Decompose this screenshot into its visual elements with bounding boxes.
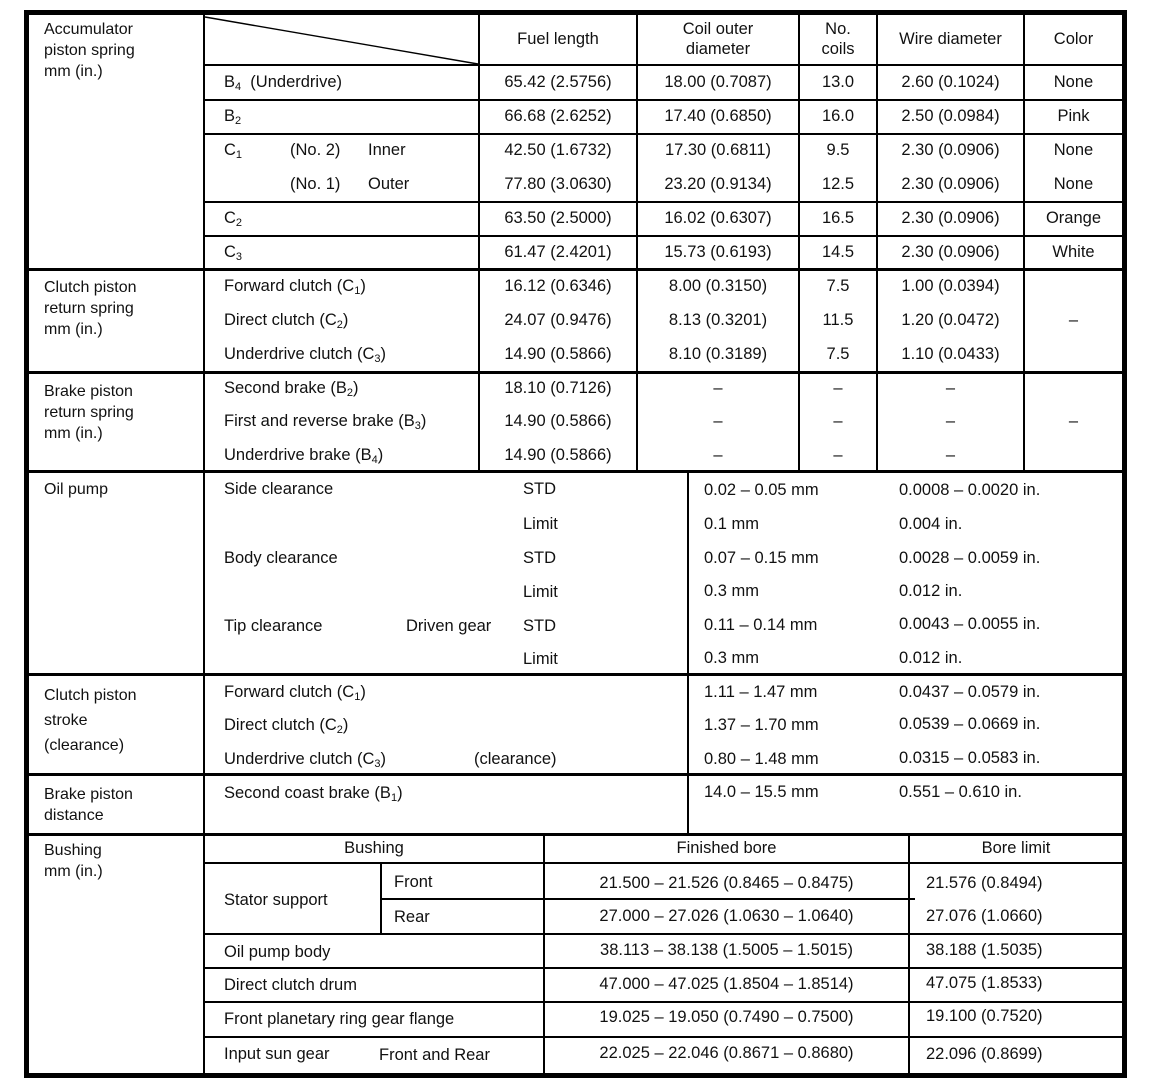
cell: 0.3 mm: [704, 582, 760, 600]
cell: 0.11 – 0.14 mm: [704, 616, 818, 634]
cell: 14.5: [821, 243, 855, 261]
row-label: $C_2$: [224, 209, 243, 229]
cell: 19.100 (0.7520): [926, 1007, 1043, 1025]
row-label: Underdrive clutch $(C_3)$: [224, 750, 387, 770]
clutch-return-label: Clutch piston return spring mm (in.): [44, 279, 137, 338]
cell: 0.0437 – 0.0579 in.: [899, 683, 1041, 701]
cell: 14.90 (0.5866): [504, 345, 612, 363]
cell: –: [833, 412, 843, 430]
cell: 1.20 (0.0472): [901, 311, 1000, 329]
cell: 0.02 – 0.05 mm: [704, 481, 819, 499]
row-label: Second brake $(B_2)$: [224, 379, 359, 399]
cell: None: [1053, 141, 1094, 159]
cell: 2.50 (0.0984): [901, 107, 1000, 125]
oil-pump-label: Oil pump: [44, 481, 109, 498]
cell: 23.20 (0.9134): [664, 175, 772, 193]
col-header-finished-bore: Finished bore: [676, 839, 777, 857]
cell: 2.30 (0.0906): [901, 175, 1000, 193]
row-sublabel: Front: [394, 873, 433, 891]
row-label: Underdrive brake $(B_4)$: [224, 446, 384, 466]
col-header-bore-limit: Bore limit: [981, 839, 1051, 857]
cell: 15.73 (0.6193): [664, 243, 772, 261]
cell: STD: [523, 617, 556, 635]
cell: 0.0028 – 0.0059 in.: [899, 549, 1041, 567]
row-label: $C_3$: [224, 243, 243, 263]
cell: –: [833, 446, 843, 464]
cell: 2.30 (0.0906): [901, 209, 1000, 227]
cell: STD: [523, 549, 556, 567]
cell: 16.02 (0.6307): [664, 209, 772, 227]
cell: 0.0008 – 0.0020 in.: [899, 481, 1041, 499]
cell: 61.47 (2.4201): [504, 243, 612, 261]
row-sublabel: Driven gear: [406, 617, 492, 635]
cell: –: [945, 446, 956, 464]
row-label: $B_2$: [224, 107, 242, 127]
row-divider: [203, 1001, 1122, 1003]
cell: 47.000 – 47.025 (1.8504 – 1.8514): [599, 975, 854, 993]
cell: Limit: [523, 650, 558, 668]
cell: 42.50 (1.6732): [504, 141, 612, 159]
cell: 1.37 – 1.70 mm: [704, 716, 819, 734]
col-header-bushing: Bushing: [344, 839, 404, 857]
cell: 21.576 (0.8494): [926, 874, 1043, 892]
cell: 1.11 – 1.47 mm: [704, 683, 818, 701]
cell: Limit: [523, 583, 558, 601]
cell: 14.90 (0.5866): [504, 446, 612, 464]
row-label: First and reverse brake $(B_3)$: [224, 412, 427, 432]
row-label: Direct clutch drum: [224, 976, 357, 994]
row-label: Underdrive clutch $(C_3)$: [224, 345, 387, 365]
row-label: $C_1$: [224, 141, 243, 161]
cell: 2.30 (0.0906): [901, 141, 1000, 159]
cell: 12.5: [821, 175, 855, 193]
cell: 2.60 (0.1024): [901, 73, 1000, 91]
cell: 8.00 (0.3150): [668, 277, 768, 295]
cell: 17.30 (0.6811): [664, 141, 772, 159]
row-sublabel: Inner: [368, 141, 406, 159]
cell: 65.42 (2.5756): [504, 73, 612, 91]
cell: 0.0315 – 0.0583 in.: [899, 749, 1041, 767]
cell: Orange: [1045, 209, 1102, 227]
cell: 17.40 (0.6850): [664, 107, 772, 125]
row-label: Side clearance: [224, 480, 334, 498]
col-header-coil-diameter: Coil outer diameter: [682, 20, 754, 58]
row-label: Input sun gear: [224, 1045, 330, 1063]
col-divider: [380, 862, 382, 935]
cell: 63.50 (2.5000): [504, 209, 612, 227]
cell: 0.0043 – 0.0055 in.: [899, 615, 1041, 633]
cell: 0.004 in.: [899, 515, 963, 533]
col-header-coils: No. coils: [821, 20, 855, 58]
cell: 0.07 – 0.15 mm: [704, 549, 819, 567]
row-divider: [380, 898, 915, 900]
cell: 0.3 mm: [704, 649, 760, 667]
cell: 21.500 – 21.526 (0.8465 – 0.8475): [599, 874, 854, 892]
cell: 22.025 – 22.046 (0.8671 – 0.8680): [599, 1044, 854, 1062]
row-divider: [203, 967, 1122, 969]
row-divider: [203, 933, 1122, 935]
row-label: Tip clearance: [224, 617, 323, 635]
row-sublabel: Front and Rear: [379, 1046, 490, 1064]
cell: 13.0: [821, 73, 855, 91]
cell: White: [1052, 243, 1095, 261]
cell: 66.68 (2.6252): [504, 107, 612, 125]
cell: –: [713, 379, 723, 397]
cell: 38.188 (1.5035): [926, 941, 1043, 959]
cell: 0.012 in.: [899, 582, 963, 600]
cell: 0.551 – 0.610 in.: [899, 783, 1022, 801]
cell: 7.5: [826, 277, 850, 295]
row-sublabel: Outer: [368, 175, 410, 193]
cell: –: [833, 379, 843, 397]
cell: 0.80 – 1.48 mm: [704, 750, 819, 768]
cell: 27.000 – 27.026 (1.0630 – 1.0640): [599, 907, 854, 925]
row-label: Direct clutch $(C_2)$: [224, 716, 349, 736]
cell: 38.113 – 38.138 (1.5005 – 1.5015): [600, 941, 853, 959]
cell: 1.10 (0.0433): [901, 345, 1000, 363]
bushing-label: Bushing mm (in.): [44, 842, 103, 880]
clutch-stroke-label: Clutch piston stroke (clearance): [44, 687, 137, 754]
cell: 22.096 (0.8699): [926, 1045, 1043, 1063]
cell: 27.076 (1.0660): [926, 907, 1043, 925]
row-label: Forward clutch $(C_1)$: [224, 277, 366, 297]
cell: None: [1053, 175, 1094, 193]
cell: –: [1068, 311, 1079, 329]
cell: 8.13 (0.3201): [668, 311, 768, 329]
row-sublabel: (clearance): [474, 750, 557, 768]
row-label: Stator support: [224, 891, 328, 909]
cell: 77.80 (3.0630): [504, 175, 612, 193]
cell: 1.00 (0.0394): [901, 277, 1000, 295]
col-header-wire-diameter: Wire diameter: [899, 30, 1002, 48]
cell: –: [1068, 412, 1079, 430]
cell: 19.025 – 19.050 (0.7490 – 0.7500): [599, 1008, 854, 1026]
col-divider: [908, 833, 910, 1073]
cell: 16.5: [821, 209, 855, 227]
row-sublabel: (No. 2): [290, 141, 341, 159]
brake-distance-label: Brake piston distance: [44, 786, 133, 824]
cell: Pink: [1057, 107, 1090, 125]
cell: –: [713, 412, 723, 430]
cell: 18.10 (0.7126): [504, 379, 612, 397]
cell: STD: [523, 480, 556, 498]
row-label: Direct clutch $(C_2)$: [224, 311, 349, 331]
brake-return-label: Brake piston return spring mm (in.): [44, 383, 134, 442]
cell: Limit: [523, 515, 558, 533]
row-divider: [203, 862, 1122, 864]
accumulator-label: Accumulator piston spring mm (in.): [44, 21, 135, 80]
cell: 24.07 (0.9476): [504, 311, 612, 329]
row-label: Oil pump body: [224, 943, 331, 961]
row-sublabel: Rear: [394, 908, 430, 926]
cell: 0.012 in.: [899, 649, 963, 667]
cell: 0.0539 – 0.0669 in.: [899, 715, 1041, 733]
cell: 0.1 mm: [704, 515, 760, 533]
cell: –: [945, 412, 956, 430]
col-header-free-length: Fuel length: [517, 30, 599, 48]
row-label: Second coast brake $(B_1)$: [224, 784, 403, 804]
row-label: Body clearance: [224, 549, 338, 567]
col-header-color: Color: [1053, 30, 1094, 48]
cell: 18.00 (0.7087): [664, 73, 772, 91]
row-divider: [203, 1036, 1122, 1038]
row-label: $B_4$ (Underdrive): [224, 73, 343, 93]
cell: 47.075 (1.8533): [926, 974, 1043, 992]
cell: 2.30 (0.0906): [901, 243, 1000, 261]
cell: None: [1053, 73, 1094, 91]
cell: –: [945, 379, 956, 397]
row-label: Forward clutch $(C_1)$: [224, 683, 366, 703]
cell: 9.5: [826, 141, 850, 159]
cell: 11.5: [822, 311, 854, 329]
row-label: Front planetary ring gear flange: [224, 1010, 455, 1028]
cell: 14.0 – 15.5 mm: [704, 783, 819, 801]
cell: 7.5: [826, 345, 850, 363]
col-divider: [687, 470, 689, 835]
cell: 14.90 (0.5866): [504, 412, 612, 430]
cell: 16.12 (0.6346): [504, 277, 612, 295]
cell: 8.10 (0.3189): [668, 345, 768, 363]
cell: –: [713, 446, 723, 464]
cell: 16.0: [821, 107, 855, 125]
row-sublabel: (No. 1): [290, 175, 341, 193]
